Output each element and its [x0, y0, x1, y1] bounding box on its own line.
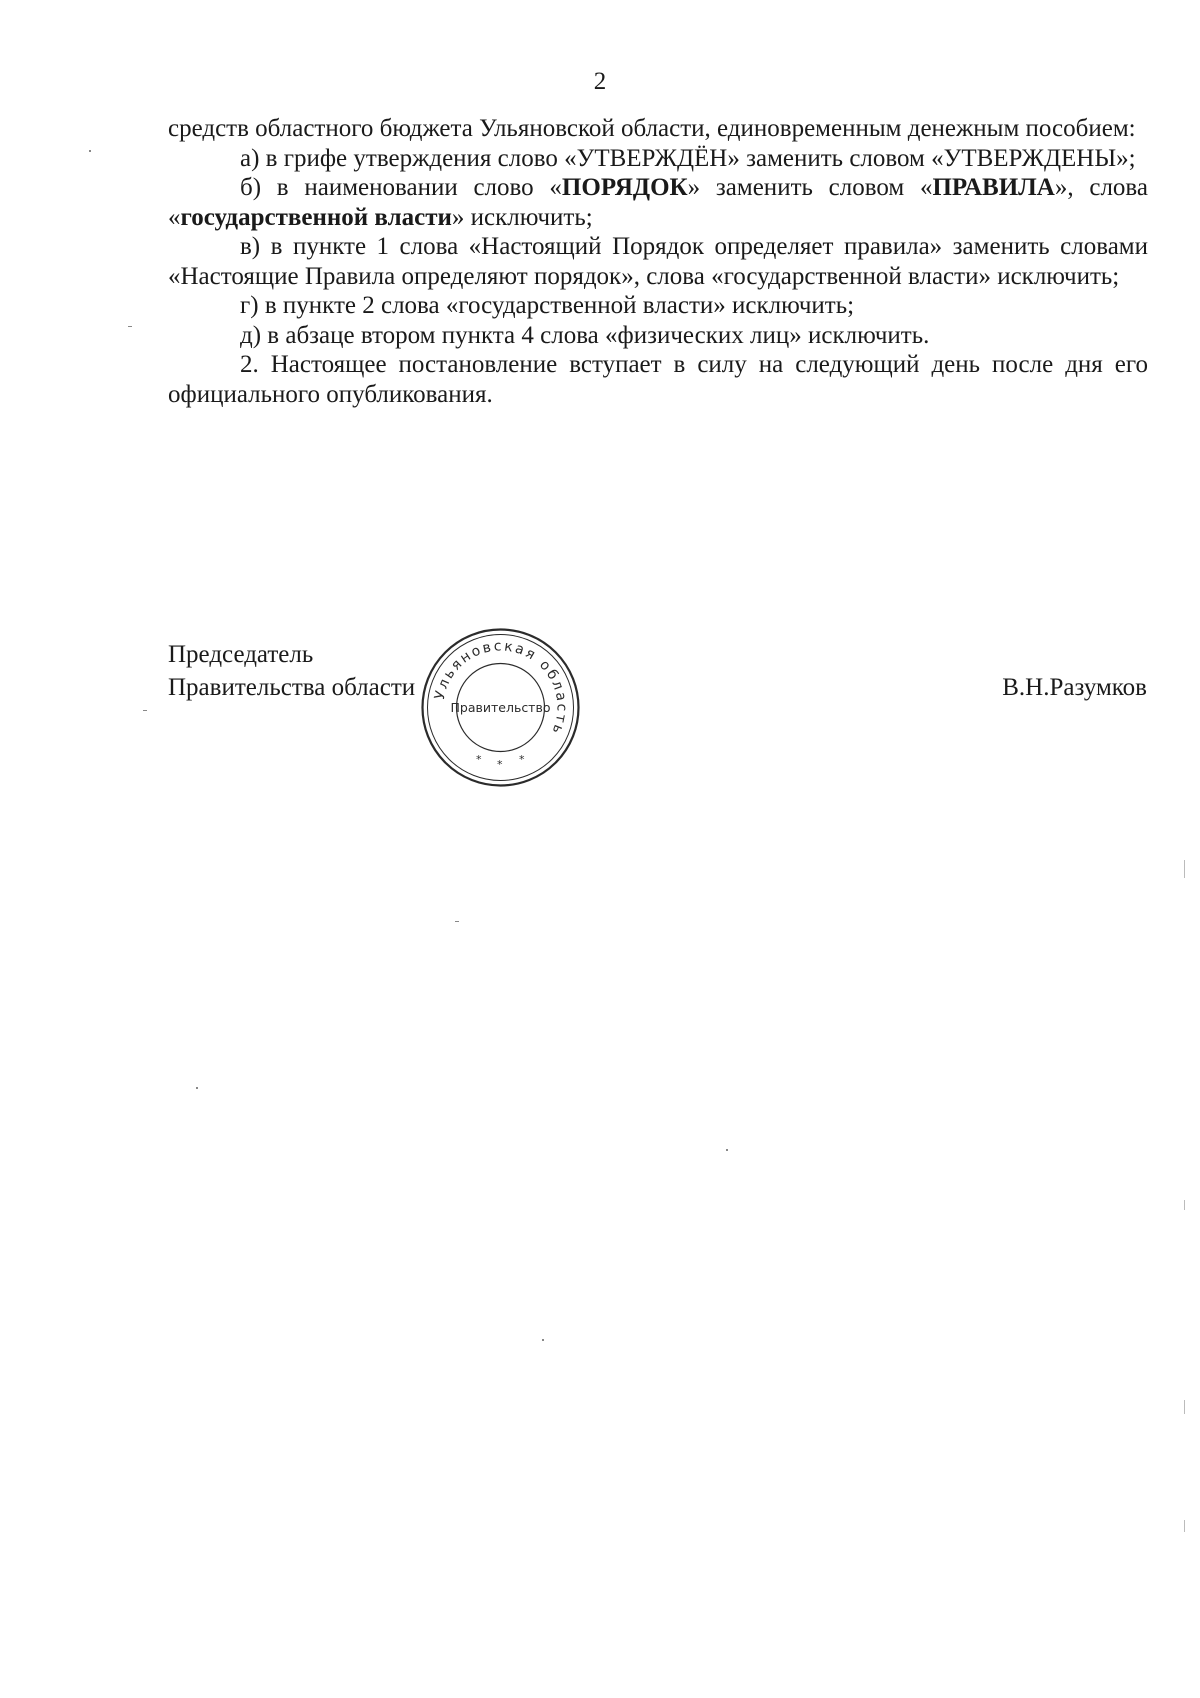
text-segment: б) в наименовании слово « — [240, 174, 562, 201]
paragraph-point-2: 2. Настоящее постановление вступает в силу на следующий день после дня его официального опубликования. — [168, 351, 1148, 408]
paragraph-item-d: д) в абзаце втором пункта 4 слова «физических лиц» исключить. — [240, 321, 930, 349]
signatory-title-line1: Председатель — [168, 641, 314, 668]
scan-speck — [128, 326, 132, 327]
scan-speck — [89, 150, 91, 152]
scan-speck — [726, 1149, 728, 1151]
scan-speck — [455, 921, 459, 922]
seal-star-icon: * — [497, 758, 503, 771]
signatory-title-line2: Правительства области — [168, 674, 416, 701]
scan-speck — [196, 1087, 198, 1089]
text-segment: » заменить словом « — [687, 174, 933, 201]
page-number: 2 — [593, 68, 607, 95]
text-segment: », слова « — [168, 174, 1148, 231]
paragraph-item-g: г) в пункте 2 слова «государственной власти» исключить; — [240, 292, 855, 319]
document-body — [168, 114, 1148, 409]
bold-word-pravila: ПРАВИЛА — [932, 174, 1055, 201]
scan-speck — [1184, 1520, 1185, 1532]
scan-speck — [1184, 860, 1185, 878]
seal-center-text: Правительство — [450, 700, 551, 715]
seal-ring-text: Ульяновская область — [431, 638, 570, 738]
paragraph-item-b — [168, 173, 1148, 232]
scan-speck — [1184, 1400, 1185, 1414]
signatory-title — [168, 638, 415, 704]
scan-speck — [542, 1339, 544, 1341]
signatory-name: В.Н.Разумков — [1002, 674, 1147, 701]
bold-word-poryadok: ПОРЯДОК — [561, 174, 688, 201]
seal-star-icon: * — [476, 753, 482, 766]
text-segment: » исключить; — [451, 203, 593, 231]
scan-speck — [143, 710, 147, 711]
paragraph-item-v: в) в пункте 1 слова «Настоящий Порядок определяет правила» заменить словами «Настоящие Правила определяют порядок», слова «государственной власти» исключить; — [168, 233, 1148, 290]
scan-speck — [1184, 1200, 1185, 1210]
paragraph-item-a: а) в грифе утверждения слово «УТВЕРЖДЁН» заменить словом «УТВЕРЖДЕНЫ»; — [240, 144, 1136, 172]
paragraph-intro: средств областного бюджета Ульяновской области, единовременным денежным пособием: — [168, 115, 1136, 142]
official-seal-stamp — [418, 625, 583, 790]
bold-phrase-gos-vlasti: государственной власти — [180, 203, 452, 231]
seal-star-icon: * — [519, 753, 525, 766]
